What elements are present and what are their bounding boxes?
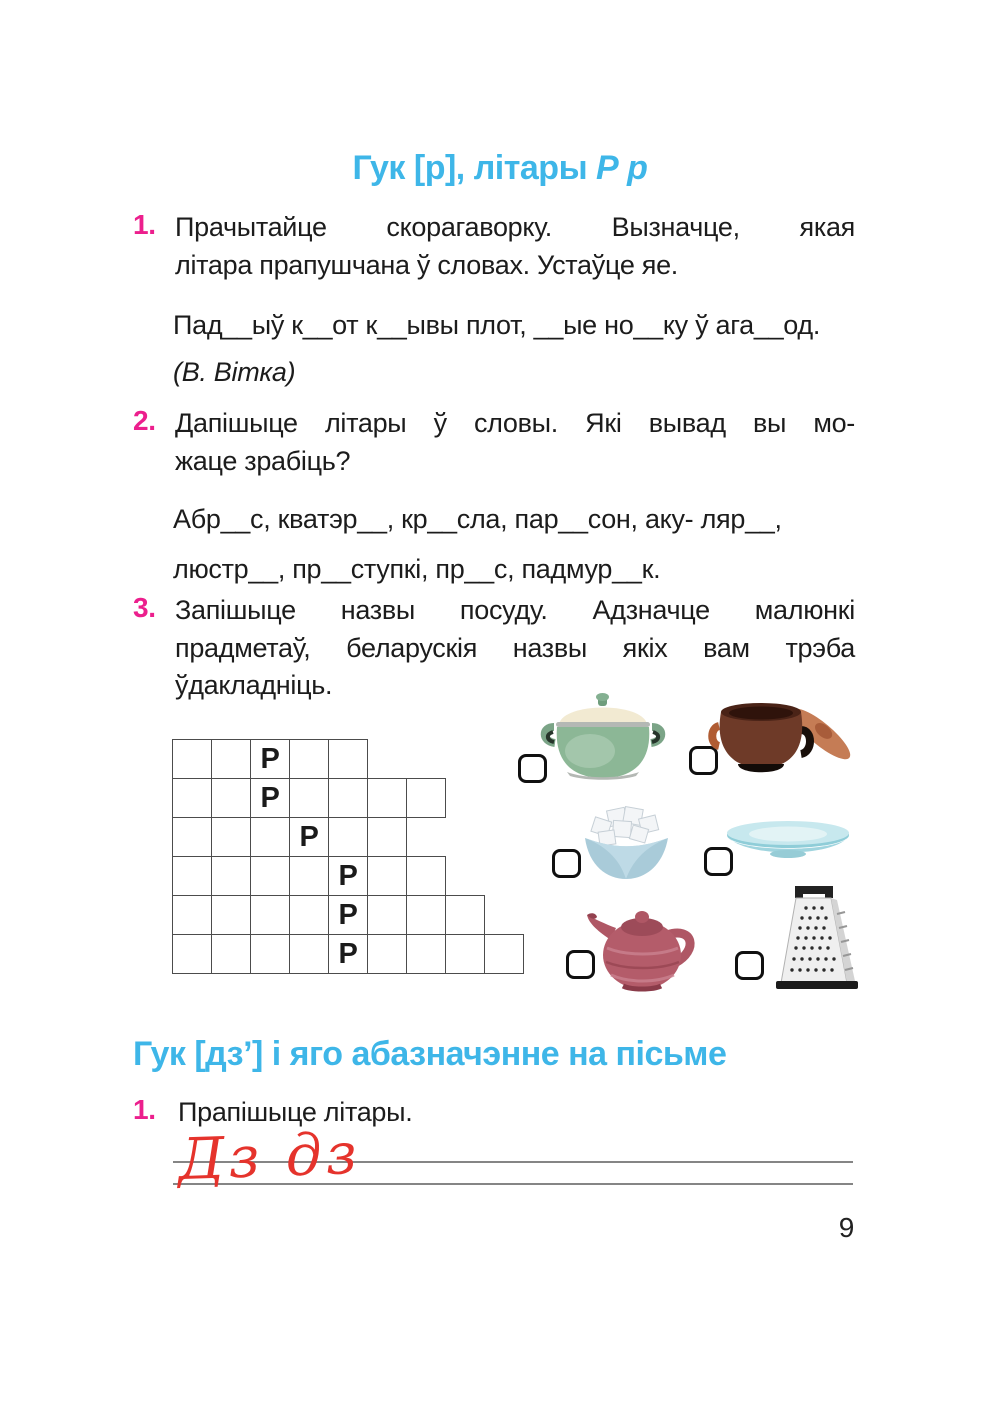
crossword-cell[interactable] bbox=[406, 934, 446, 974]
enamel-pot-icon bbox=[540, 691, 666, 781]
crossword-row bbox=[172, 778, 524, 818]
crossword-row bbox=[172, 934, 524, 974]
crossword-cell[interactable] bbox=[250, 817, 290, 857]
crossword-cell-letter[interactable]: Р bbox=[328, 934, 368, 974]
crossword-row bbox=[172, 739, 524, 779]
crossword-cell[interactable] bbox=[211, 817, 251, 857]
crossword-cell-letter[interactable]: Р bbox=[250, 739, 290, 779]
crossword-cell[interactable] bbox=[211, 895, 251, 935]
crossword-cell-letter[interactable]: Р bbox=[328, 895, 368, 935]
crossword-cell[interactable] bbox=[250, 856, 290, 896]
crossword-cell-letter[interactable]: Р bbox=[328, 856, 368, 896]
page-number: 9 bbox=[838, 1212, 854, 1243]
crossword-row bbox=[172, 895, 524, 935]
clay-pot-icon bbox=[706, 696, 856, 780]
exercise-2-text bbox=[175, 405, 855, 480]
crossword-grid bbox=[172, 739, 524, 974]
crossword-cell[interactable] bbox=[289, 895, 329, 935]
crossword-cell[interactable] bbox=[211, 739, 251, 779]
tongue-twister-line-1[interactable]: Пад__ыў к__от к__ывы плот, __ые но__ку bbox=[173, 310, 688, 340]
crossword-cell[interactable] bbox=[367, 778, 407, 818]
grater-icon bbox=[768, 884, 862, 992]
words-with-blanks bbox=[173, 494, 855, 594]
section-title-r-letters: Р р bbox=[596, 149, 648, 187]
crossword-cell[interactable] bbox=[289, 856, 329, 896]
crossword-cell[interactable] bbox=[172, 817, 212, 857]
crossword-cell[interactable] bbox=[445, 895, 485, 935]
sugar-bowl-icon bbox=[580, 806, 674, 882]
crossword-cell[interactable] bbox=[484, 934, 524, 974]
crossword-cell[interactable] bbox=[289, 739, 329, 779]
crossword-cell[interactable] bbox=[172, 934, 212, 974]
words-line-1[interactable]: Абр__с, кватэр__, кр__сла, пар__сон, аку- bbox=[173, 504, 694, 534]
words-line-2[interactable]: ляр__, люстр__, пр__ступкі, пр__с, падмур__к. bbox=[173, 504, 782, 584]
exercise-2-line-1: Дапішыце літары ў словы. Які вывад вы мо- bbox=[175, 408, 855, 438]
exercise-1-number: 1. bbox=[133, 209, 156, 240]
exercise-1-line-2: літара прапушчана ў словах. Устаўце яе. bbox=[175, 249, 678, 280]
crossword-cell[interactable] bbox=[406, 895, 446, 935]
crossword-cell[interactable] bbox=[211, 856, 251, 896]
exercise-3-text bbox=[175, 592, 855, 705]
crossword-cell[interactable] bbox=[406, 778, 446, 818]
crossword-cell[interactable] bbox=[250, 934, 290, 974]
crossword-cell[interactable] bbox=[367, 895, 407, 935]
crossword-cell[interactable] bbox=[328, 739, 368, 779]
exercise-3-line-1: Запішыце назвы посуду. Адзначце малюнкі bbox=[175, 595, 855, 625]
crossword-cell-letter[interactable]: Р bbox=[250, 778, 290, 818]
plate-icon bbox=[724, 820, 852, 860]
exercise-3-line-2: прадметаў, беларускія назвы якіх вам трэба bbox=[175, 632, 855, 663]
checkbox-sugar-bowl[interactable] bbox=[552, 849, 581, 878]
crossword-cell[interactable] bbox=[445, 934, 485, 974]
cursive-sample: Дз дз bbox=[176, 1120, 362, 1194]
crossword-cell[interactable] bbox=[289, 778, 329, 818]
exercise-3-number: 3. bbox=[133, 592, 156, 623]
crossword-cell[interactable] bbox=[250, 895, 290, 935]
crossword-cell[interactable] bbox=[211, 778, 251, 818]
crossword-cell[interactable] bbox=[328, 778, 368, 818]
exercise-dz-1-number: 1. bbox=[133, 1094, 156, 1125]
crossword-cell[interactable] bbox=[367, 856, 407, 896]
crossword-cell[interactable] bbox=[367, 817, 407, 857]
crossword-cell[interactable] bbox=[328, 817, 368, 857]
exercise-1-text bbox=[175, 209, 855, 284]
section-title-r-text: Гук [р], літары bbox=[352, 149, 597, 187]
crossword-cell[interactable] bbox=[172, 895, 212, 935]
crossword-cell[interactable] bbox=[172, 778, 212, 818]
exercise-dz-1-text: Прапішыце літары. bbox=[178, 1097, 413, 1127]
tongue-twister bbox=[173, 302, 855, 396]
crossword-cell[interactable] bbox=[367, 934, 407, 974]
exercise-2-number: 2. bbox=[133, 405, 156, 436]
section-title-dz: Гук [дз’] і яго абазначэнне на пісьме bbox=[133, 1035, 727, 1073]
crossword-cell[interactable] bbox=[211, 934, 251, 974]
exercise-3-line-3: ўдакладніць. bbox=[175, 670, 333, 700]
poem-author: (В. Вітка) bbox=[173, 357, 296, 387]
crossword-cell[interactable] bbox=[289, 934, 329, 974]
crossword-cell-letter[interactable]: Р bbox=[289, 817, 329, 857]
section-title-r bbox=[0, 149, 1000, 188]
crossword-row bbox=[172, 817, 524, 857]
crossword-cell[interactable] bbox=[172, 856, 212, 896]
tongue-twister-line-2-text: ў ага__од. bbox=[695, 310, 821, 340]
exercise-1-line-1: Прачытайце скорагаворку. Вызначце, якая bbox=[175, 212, 855, 242]
teapot-icon bbox=[583, 902, 701, 992]
checkbox-grater[interactable] bbox=[735, 951, 764, 980]
exercise-2-line-2: жаце зрабіць? bbox=[175, 445, 351, 476]
crossword-cell[interactable] bbox=[406, 856, 446, 896]
crossword-cell[interactable] bbox=[172, 739, 212, 779]
crossword-row bbox=[172, 856, 524, 896]
